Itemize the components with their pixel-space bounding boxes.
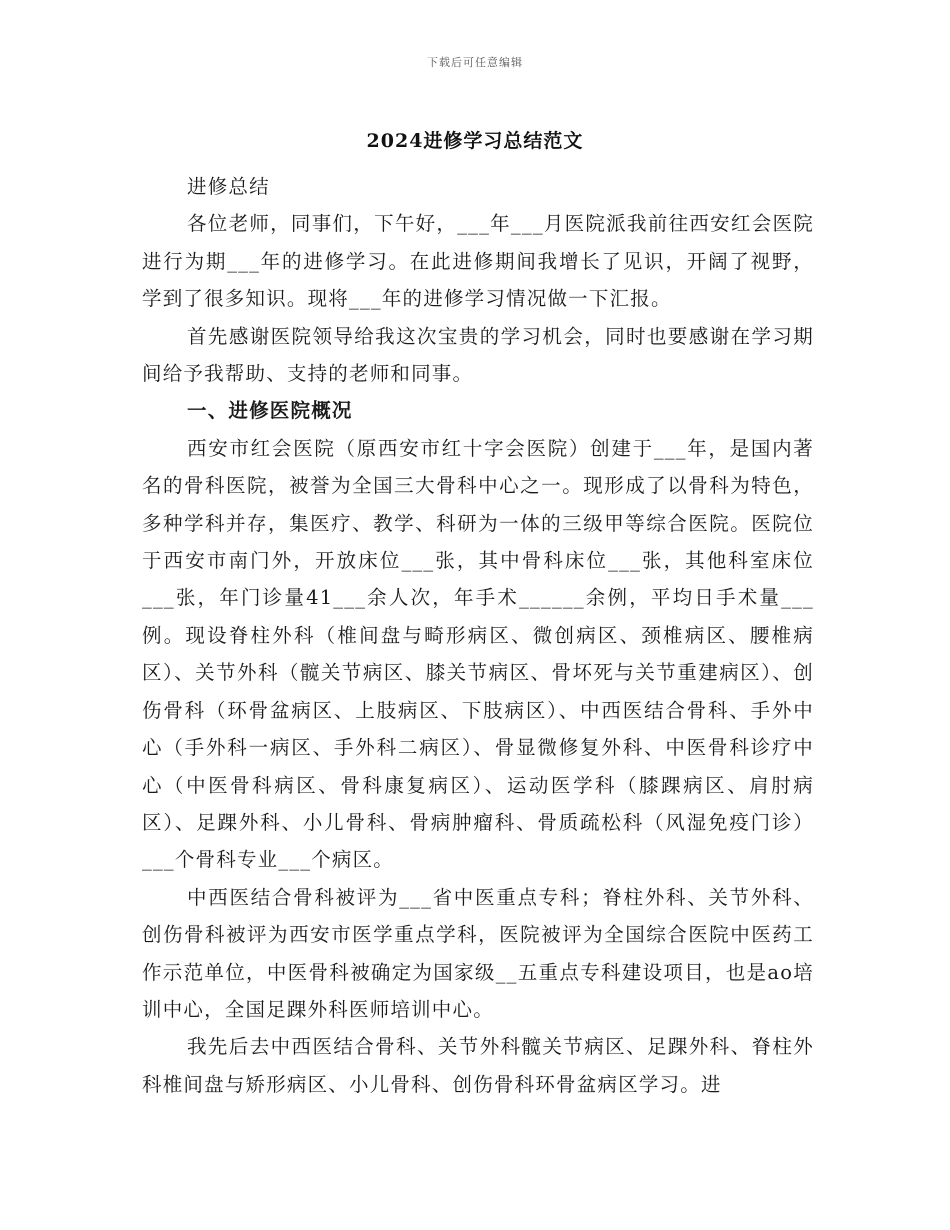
paragraph-thanks: 首先感谢医院领导给我这次宝贵的学习机会，同时也要感谢在学习期间给予我帮助、支持的老师和同事。: [142, 324, 814, 386]
paragraph-greeting: 各位老师，同事们，下午好，___年___月医院派我前往西安红会医院进行为期___年的进修学习。在此进修期间我增长了见识，开阔了视野，学到了很多知识。现将___年的进修学习情况做一下汇报。: [142, 212, 814, 311]
paragraph-honors: 中西医结合骨科被评为___省中医重点专科；脊柱外科、关节外科、创伤骨科被评为西安市医学重点学科，医院被评为全国综合医院中医药工作示范单位，中医骨科被确定为国家级__五重点专科建设项目，也是ao培训中心，全国足踝外科医师培训中心。: [142, 885, 814, 1021]
header-note: 下载后可任意编辑: [427, 56, 523, 69]
document-title: 2024进修学习总结范文: [366, 130, 584, 152]
section-heading: 一、进修医院概况: [187, 399, 353, 423]
paragraph-rotations: 我先后去中西医结合骨科、关节外科髋关节病区、足踝外科、脊柱外科椎间盘与矫形病区、小儿骨科、创伤骨科环骨盆病区学习。进: [142, 1035, 814, 1096]
paragraph-hospital-overview: 西安市红会医院（原西安市红十字会医院）创建于___年，是国内著名的骨科医院，被誉为全国三大骨科中心之一。现形成了以骨科为特色，多种学科并存，集医疗、教学、科研为一体的三级甲等综合医院。医院位于西安市南门外，开放床位___张，其中骨科床位___张，其他科室床位___张，年门诊量41___余人次，年手术______余例，平均日手术量___例。现设脊柱外科（椎间盘与畸形病区、微创病区、颈椎病区、腰椎病区）、关节外科（髋关节病区、膝关节病区、骨坏死与关节重建病区）、创伤骨科（环骨盆病区、上肢病区、下肢病区）、中西医结合骨科、手外中心（手外科一病区、手外科二病区）、骨显微修复外科、中医骨科诊疗中心（中医骨科病区、骨科康复病区）、运动医学科（膝踝病区、肩肘病区）、足踝外科、小儿骨科、骨病肿瘤科、骨质疏松科（风湿免疫门诊）___个骨科专业___个病区。: [142, 436, 814, 872]
document-body: [142, 168, 814, 1103]
section-label: 进修总结: [187, 175, 270, 198]
